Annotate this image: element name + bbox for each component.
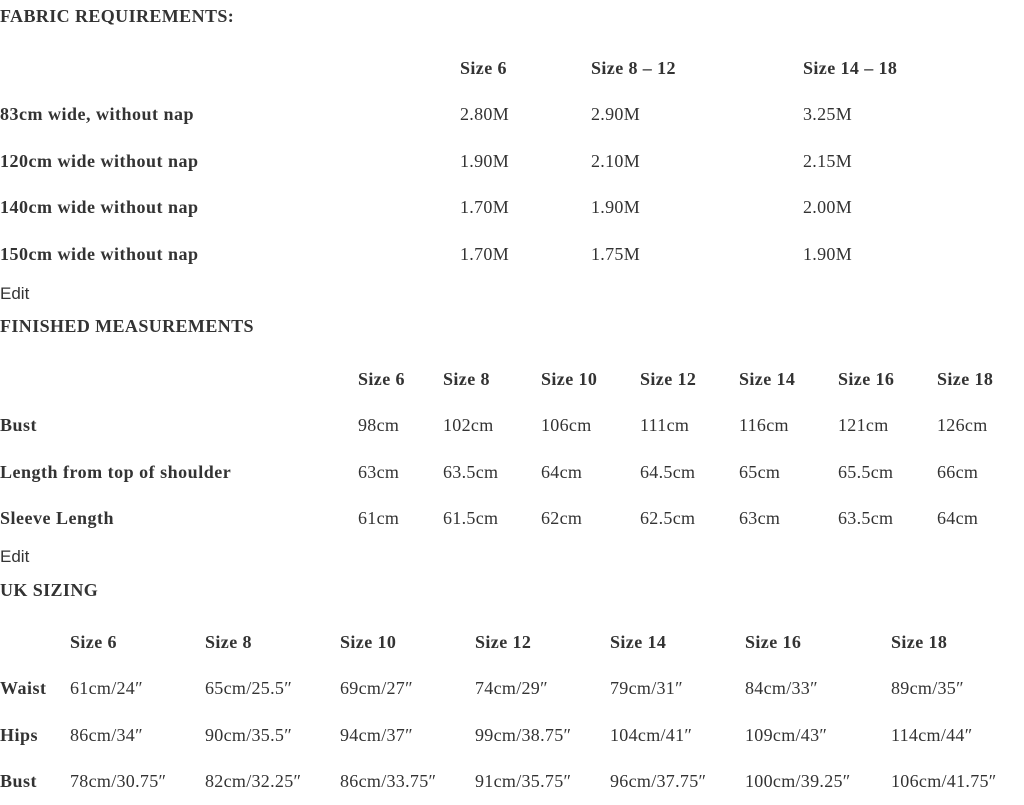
- finished-measurements-title: FINISHED MEASUREMENTS: [0, 316, 254, 337]
- table-row: [0, 185, 1000, 232]
- table-cell: 89cm/35″: [891, 666, 1022, 713]
- table-cell: 96cm/37.75″: [610, 759, 745, 805]
- row-label: 140cm wide without nap: [0, 185, 460, 232]
- column-header: Size 14: [610, 619, 745, 666]
- table-cell: 104cm/41″: [610, 712, 745, 759]
- column-header: Size 8: [443, 356, 541, 403]
- table-row: [0, 403, 1020, 450]
- column-header: Size 10: [541, 356, 640, 403]
- table-row: [0, 138, 1000, 185]
- column-header: Size 6: [70, 619, 205, 666]
- table-cell: 121cm: [838, 403, 937, 450]
- table-cell: 66cm: [937, 449, 1020, 496]
- row-label: Sleeve Length: [0, 496, 358, 543]
- table-cell: 78cm/30.75″: [70, 759, 205, 805]
- table-header-row: [0, 356, 1020, 403]
- table-cell: 102cm: [443, 403, 541, 450]
- table-cell: 114cm/44″: [891, 712, 1022, 759]
- uk-sizing-title: UK SIZING: [0, 580, 98, 601]
- table-cell: 1.70M: [460, 185, 591, 232]
- table-cell: 61.5cm: [443, 496, 541, 543]
- table-cell: 100cm/39.25″: [745, 759, 891, 805]
- row-label: 150cm wide without nap: [0, 231, 460, 278]
- table-cell: 106cm: [541, 403, 640, 450]
- table-cell: 86cm/33.75″: [340, 759, 475, 805]
- row-label: 83cm wide, without nap: [0, 92, 460, 139]
- table-cell: 1.75M: [591, 231, 803, 278]
- table-cell: 79cm/31″: [610, 666, 745, 713]
- table-cell: 3.25M: [803, 92, 1000, 139]
- table-cell: 65cm/25.5″: [205, 666, 340, 713]
- table-cell: 64cm: [937, 496, 1020, 543]
- table-cell: 126cm: [937, 403, 1020, 450]
- table-row: [0, 449, 1020, 496]
- table-cell: 1.90M: [803, 231, 1000, 278]
- table-cell: 2.80M: [460, 92, 591, 139]
- table-cell: 63cm: [739, 496, 838, 543]
- table-cell: 2.15M: [803, 138, 1000, 185]
- table-cell: 94cm/37″: [340, 712, 475, 759]
- table-cell: 62cm: [541, 496, 640, 543]
- row-label: Bust: [0, 759, 70, 805]
- column-header: Size 16: [745, 619, 891, 666]
- uk-sizing-table: [0, 619, 1022, 805]
- table-cell: 69cm/27″: [340, 666, 475, 713]
- row-label: Bust: [0, 403, 358, 450]
- table-row: [0, 666, 1022, 713]
- table-row: [0, 496, 1020, 543]
- table-cell: 90cm/35.5″: [205, 712, 340, 759]
- table-cell: 1.70M: [460, 231, 591, 278]
- table-cell: 74cm/29″: [475, 666, 610, 713]
- fabric-requirements-table: [0, 45, 1000, 278]
- column-header: Size 8 – 12: [591, 45, 803, 92]
- table-cell: 86cm/34″: [70, 712, 205, 759]
- row-label: Hips: [0, 712, 70, 759]
- table-cell: 116cm: [739, 403, 838, 450]
- column-header: Size 16: [838, 356, 937, 403]
- table-header-row: [0, 619, 1022, 666]
- edit-fabric-link[interactable]: Edit: [0, 284, 29, 304]
- table-cell: 2.10M: [591, 138, 803, 185]
- column-header: Size 12: [475, 619, 610, 666]
- column-header: Size 12: [640, 356, 739, 403]
- fabric-requirements-title: FABRIC REQUIREMENTS:: [0, 6, 234, 27]
- table-cell: 63.5cm: [443, 449, 541, 496]
- table-cell: 65cm: [739, 449, 838, 496]
- table-header-row: [0, 45, 1000, 92]
- table-cell: 63.5cm: [838, 496, 937, 543]
- table-cell: 61cm: [358, 496, 443, 543]
- column-header: Size 14: [739, 356, 838, 403]
- table-cell: 63cm: [358, 449, 443, 496]
- column-header: Size 14 – 18: [803, 45, 1000, 92]
- table-cell: 91cm/35.75″: [475, 759, 610, 805]
- table-cell: 84cm/33″: [745, 666, 891, 713]
- table-cell: 61cm/24″: [70, 666, 205, 713]
- table-cell: 62.5cm: [640, 496, 739, 543]
- column-header: Size 6: [460, 45, 591, 92]
- column-header: Size 18: [937, 356, 1020, 403]
- table-cell: 106cm/41.75″: [891, 759, 1022, 805]
- table-cell: 2.90M: [591, 92, 803, 139]
- table-row: [0, 712, 1022, 759]
- table-row: [0, 92, 1000, 139]
- table-cell: 109cm/43″: [745, 712, 891, 759]
- table-cell: 111cm: [640, 403, 739, 450]
- column-header: Size 6: [358, 356, 443, 403]
- table-cell: 1.90M: [591, 185, 803, 232]
- finished-measurements-table: [0, 356, 1020, 542]
- column-header: Size 8: [205, 619, 340, 666]
- table-cell: 2.00M: [803, 185, 1000, 232]
- column-header: Size 10: [340, 619, 475, 666]
- table-cell: 1.90M: [460, 138, 591, 185]
- edit-finished-link[interactable]: Edit: [0, 547, 29, 567]
- table-cell: 64cm: [541, 449, 640, 496]
- row-label: Waist: [0, 666, 70, 713]
- table-cell: 64.5cm: [640, 449, 739, 496]
- table-cell: 65.5cm: [838, 449, 937, 496]
- table-cell: 82cm/32.25″: [205, 759, 340, 805]
- table-row: [0, 759, 1022, 805]
- column-header: Size 18: [891, 619, 1022, 666]
- table-row: [0, 231, 1000, 278]
- table-cell: 98cm: [358, 403, 443, 450]
- table-cell: 99cm/38.75″: [475, 712, 610, 759]
- row-label: 120cm wide without nap: [0, 138, 460, 185]
- row-label: Length from top of shoulder: [0, 449, 358, 496]
